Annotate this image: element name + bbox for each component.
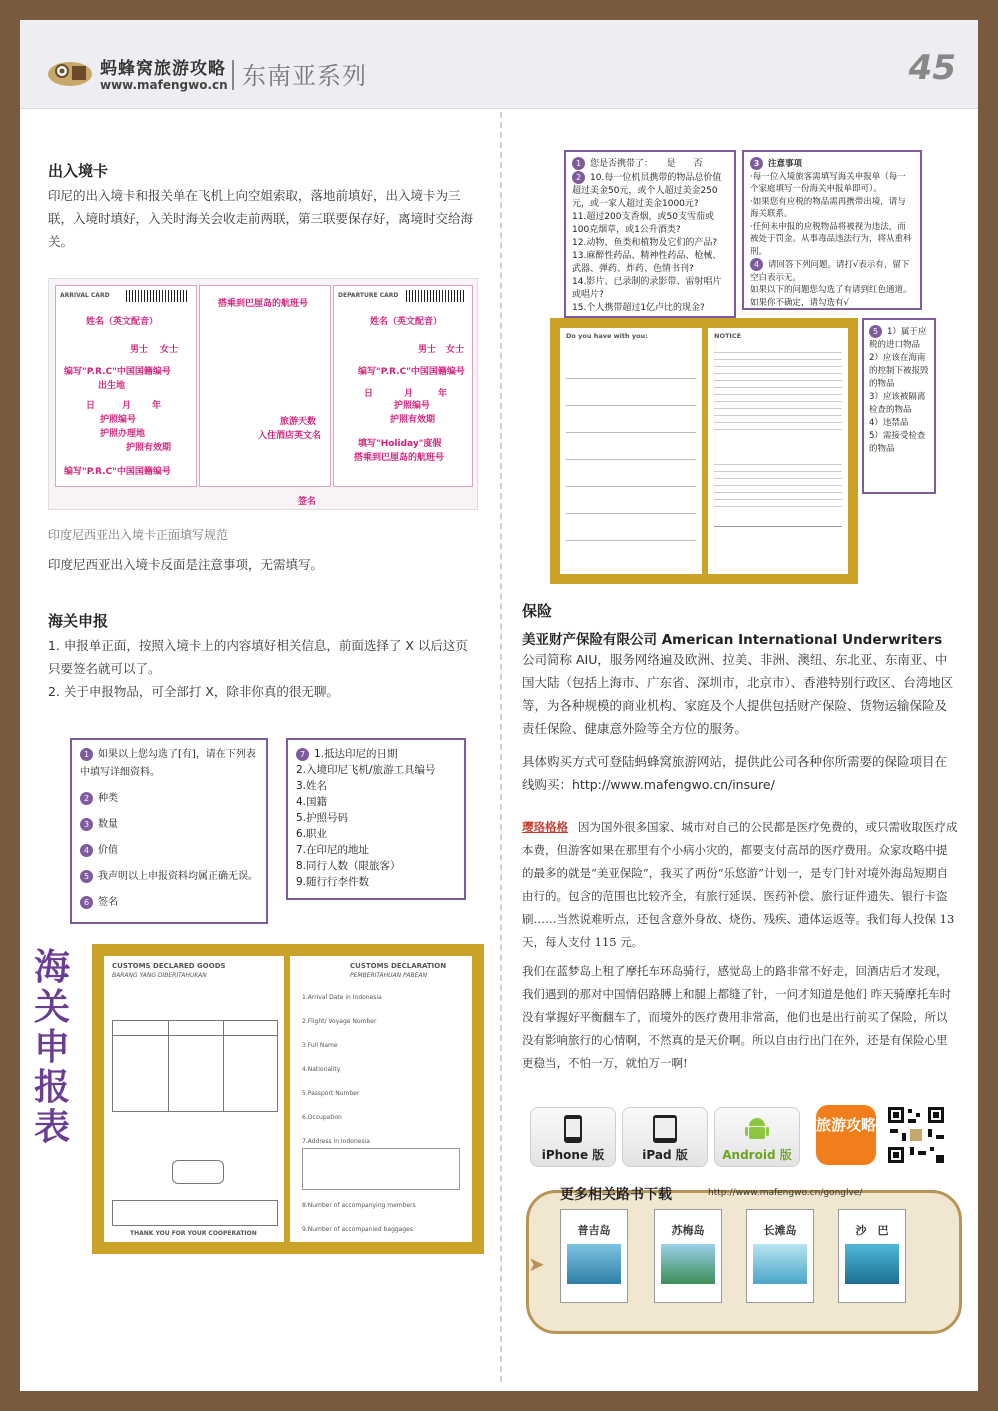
day-hint: 日 (86, 401, 96, 411)
arrow-icon: ➤ (528, 1252, 545, 1276)
callout-item: 13.麻醉性药品、精神性药品、枪械、武器、弹药、炸药、色情书刊? (572, 251, 722, 274)
month-hint: 月 (122, 401, 132, 411)
departure-card-panel (333, 285, 473, 487)
customs-instruction-2: 2. 关于申报物品，可全部打 X，除非你真的很无聊。 (48, 684, 339, 699)
arrival-card-panel (55, 285, 197, 487)
callout-item: 10.每一位机员携带的物品总价值超过美金50元，或个人超过美金250元，或一家人超过美金1000元? (572, 173, 722, 209)
female-hint: 女士 (446, 345, 465, 355)
callout-item: 3）应该被隔离检查的物品 (869, 392, 926, 415)
hotel-hint: 入住酒店英文名 (258, 431, 322, 441)
callout-item: 如果以上您勾选了[有]，请在下列表中填写详细资料。 (80, 749, 256, 778)
page-header (20, 20, 978, 109)
entry-card-note: 印度尼西亚出入境卡反面是注意事项，无需填写。 (48, 557, 324, 572)
callout-item: 价值 (98, 845, 118, 856)
callout-item: 2）应该在海南的控制下被报毁的物品 (869, 353, 929, 389)
ipad-icon (652, 1114, 678, 1144)
entry-card-heading: 出入境卡 (48, 162, 109, 180)
customs-use-box (112, 1200, 278, 1226)
callout-item: 如果你不确定，请勾选有√ (750, 297, 849, 308)
form-field: 7.Address in Indonesia (302, 1138, 370, 1145)
nationality-hint: 编写"P.R.C"中国国籍编号 (64, 367, 171, 377)
guidebook-boracay[interactable] (746, 1209, 814, 1303)
callout-item: 14.影片、已录制的录影带、雷射唱片或唱片? (572, 277, 722, 300)
callout-item: 11.超过200支香烟，或50支雪茄或100克烟草，或1公升酒类? (572, 212, 714, 235)
nationality-hint: 编写"P.R.C"中国国籍编号 (358, 367, 465, 377)
callout-item: 数量 (98, 819, 118, 830)
series-title: 东南亚系列 (242, 62, 367, 90)
form-title: CUSTOMS DECLARATION (350, 962, 447, 970)
name-hint: 姓名（英文配音） (86, 317, 159, 327)
customs-back-form-image (550, 318, 858, 584)
callout-item: 8.同行人数（限旅客） (296, 860, 401, 872)
form-field: 8.Number of accompanying members (302, 1202, 416, 1209)
stay-days-hint: 旅游天数 (280, 417, 317, 427)
android-icon (744, 1114, 770, 1144)
customs-declaration-page (290, 956, 472, 1242)
customs-categories-callout: 5 1）属于应税的进口物品 2）应该在海南的控制下被报毁的物品 3）应该被隔离检查的物品 4）违禁品 5）需接受检查的物品 (862, 318, 936, 494)
qr-code-icon (886, 1105, 946, 1165)
guidebook-phuket[interactable] (560, 1209, 628, 1303)
callout-item: 9.随行行李件数 (296, 876, 370, 888)
female-hint: 女士 (160, 345, 179, 355)
year-hint: 年 (438, 389, 448, 399)
middle-card-panel (199, 285, 331, 507)
ipad-app-button[interactable] (622, 1107, 708, 1167)
departure-card-label: DEPARTURE CARD (338, 292, 399, 299)
barcode (406, 290, 466, 302)
brand-name: 蚂蜂窝旅游攻略 (100, 59, 226, 79)
insurance-company: 美亚财产保险有限公司 American International Underwriters (522, 632, 943, 648)
form-field: 4.Nationality (302, 1066, 341, 1073)
form-title: CUSTOMS DECLARED GOODS (112, 962, 226, 970)
form-field: 1.Arrival Date in Indonesia (302, 994, 382, 1001)
barcode (126, 290, 188, 302)
guidebook-title: 沙 巴 (855, 1224, 889, 1237)
customs-declaration-callout: 7 1.抵达印尼的日期 2.入境印尼飞机/旅游工具编号 3.姓名 4.国籍 5.护照号码 6.职业 7.在印尼的地址 8.同行人数（限旅客） 9.随行行李件数 (286, 738, 466, 900)
name-hint: 姓名（英文配音） (370, 317, 443, 327)
callout-item: 5）需接受检查的物品 (869, 431, 926, 454)
customs-form-image (92, 944, 484, 1254)
quote-author: 璎珞格格 (522, 820, 568, 834)
callout-item: 签名 (98, 897, 118, 908)
callout-item: 1）属于应税的进口物品 (869, 327, 927, 350)
expiry-hint: 护照有效期 (390, 415, 436, 425)
form-field: 6.Occupation (302, 1114, 342, 1121)
guidebook-cover-image (661, 1244, 715, 1284)
iphone-icon (563, 1114, 583, 1144)
callout-item: 12.动物、鱼类和植物及它们的产品? (572, 238, 718, 248)
column-divider (500, 112, 502, 1382)
month-hint: 月 (404, 389, 414, 399)
callout-item: ·任何未申报的应税物品将被视为违法，而被处于罚金。从事毒品违法行为，将从重科刑。 (750, 221, 912, 257)
address-box (302, 1148, 460, 1190)
downloads-title: 更多相关路书下载 (560, 1187, 672, 1203)
form-field: 2.Flight/ Voyage Number (302, 1018, 377, 1025)
birthplace-hint: 出生地 (98, 381, 126, 391)
flight-no-hint-2: 搭乘到巴厘岛的航班号 (354, 453, 445, 463)
callout-item: 注意事项 (768, 159, 803, 169)
passport-hint: 护照编号 (100, 415, 137, 425)
guidebook-sabah[interactable] (838, 1209, 906, 1303)
page (20, 20, 978, 1391)
android-label: Android 版 (722, 1148, 792, 1162)
holiday-hint: 填写"Holiday"度假 (358, 439, 442, 449)
form-notice-page: NOTICE (708, 328, 848, 574)
traveler-quote-1 (522, 816, 958, 954)
callout-item: 4）违禁品 (869, 418, 909, 428)
insurance-description: 公司简称 AIU，服务网络遍及欧洲、拉美、非洲、澳纽、东北亚、东南亚、中国大陆（包括上海市、广东省、深圳市，北京市）、香港特别行政区、台湾地区等，为各种规模的商业机构、家庭及个人提供包括财产保险、货物运输保险及责任保险、健康意外险等全方位的服务。 (522, 652, 954, 736)
form-footer: THANK YOU FOR YOUR COOPERATION (130, 1230, 257, 1237)
year-hint: 年 (152, 401, 162, 411)
customs-instruction-1: 1. 申报单正面，按照入境卡上的内容填好相关信息，前面选择了 X 以后这页只要签名就可以了。 (48, 638, 468, 676)
flight-no-hint: 搭乘到巴厘岛的航班号 (218, 299, 309, 309)
customs-goods-page (104, 956, 284, 1242)
iphone-app-button[interactable] (530, 1107, 616, 1167)
callout-item: 请回答下列问题。请打√表示有，留下空白表示无。 (750, 260, 910, 283)
form-subtitle: PEMBERITAHUAN PABEAN (350, 972, 427, 979)
traveler-quote-2: 我们在蓝梦岛上租了摩托车环岛骑行，感觉岛上的路非常不好走，回酒店后才发现，我们遇到的那对中国情侣路膊上和腿上都缝了针，一问才知道是他们 昨天骑摩托车时没有掌握好平衡翻车了，而境外的医疗费用非常高，他们也是出行前买了保险，所以没有影响旅行的心情啊，不然真的是天价啊。所以自由行出门在外，还是有保险心里更稳当，不怕一万，就怕万一啊! (522, 964, 952, 1070)
form-questions-page: Do you have with you: (560, 328, 702, 574)
form-field: 5.Passport Number (302, 1090, 360, 1097)
passport-hint: 护照编号 (394, 401, 431, 411)
customs-questions-callout: 1 您是否携带了： 是 否 2 10.每一位机员携带的物品总价值超过美金50元，或个人超过美金250元，或一家人超过美金1000元? 11.超过200支香烟，或50支雪茄或100克烟草，或1公升酒类? 12.动物、鱼类和植物及它们的产品? 13.麻醉性药品、精神性药品、枪械、武器、弹药、炸药、色情书刊? 14.影片、已录制的录影带、雷射唱片或唱片? 15.个人携带超过1亿卢比的现金? (564, 150, 736, 318)
mafengwo-logo-icon (46, 56, 94, 88)
callout-item: ·每一位入境旅客需填写海关申报单（每一个家庭填写一份海关申报单即可）。 (750, 171, 906, 194)
guidebook-cover-image (845, 1244, 899, 1284)
day-hint: 日 (364, 389, 374, 399)
signature-box (172, 1160, 224, 1184)
male-hint: 男士 (130, 345, 149, 355)
callout-item: 您是否携带了： 是 否 (590, 159, 703, 169)
callout-item: 2.入境印尼飞机/旅游工具编号 (296, 764, 436, 776)
callout-item: 如果以下的问题您勾选了有请到红色通道。 (750, 285, 912, 295)
callout-item: 1.抵达印尼的日期 (314, 748, 398, 760)
form-subtitle: BARANG YANG DIBERITAHUKAN (112, 972, 207, 979)
form-field: 9.Number of accompanied baggages (302, 1226, 413, 1233)
entry-card-form-image (48, 278, 478, 510)
page-number: 45 (908, 48, 956, 88)
insurance-purchase-info: 具体购买方式可登陆蚂蜂窝旅游网站，提供此公司各种你所需要的保险项目在线购买：http://www.mafengwo.cn/insure/ (522, 754, 948, 792)
entry-card-text: 印尼的出入境卡和报关单在飞机上向空姐索取，落地前填好，出入境卡为三联，入境时填好，入关时海关会收走前两联，第三联要保存好，离境时交给海关。 (48, 188, 474, 249)
callout-item: 5.护照号码 (296, 812, 349, 824)
male-hint: 男士 (418, 345, 437, 355)
insurance-heading: 保险 (522, 602, 553, 620)
app-logo-icon[interactable]: 旅游攻略 (816, 1105, 876, 1165)
form-field: 3.Full Name (302, 1042, 338, 1049)
customs-goods-callout: 1 如果以上您勾选了[有]，请在下列表中填写详细资料。 2 种类 3 数量 4 价值 5 我声明以上申报资料均属正确无误。 6 签名 (70, 738, 268, 924)
header-separator (232, 60, 234, 90)
arrival-card-label: ARRIVAL CARD (60, 292, 110, 299)
guidebook-koh-samui[interactable] (654, 1209, 722, 1303)
callout-item: 我声明以上申报资料均属正确无误。 (98, 871, 258, 882)
callout-item: 4.国籍 (296, 796, 328, 808)
entry-card-caption: 印度尼西亚出入境卡正面填写规范 (48, 528, 229, 542)
callout-item: 6.职业 (296, 828, 328, 840)
brand-url: www.mafengwo.cn (100, 78, 228, 92)
callout-item: 3.姓名 (296, 780, 328, 792)
nationality-hint-2: 编写"P.R.C"中国国籍编号 (64, 467, 171, 477)
guidebook-cover-image (567, 1244, 621, 1284)
customs-form-vertical-title: 海关申报表 (33, 947, 70, 1148)
guidebook-title: 普吉岛 (577, 1224, 611, 1237)
iphone-label: iPhone 版 (541, 1148, 605, 1162)
callout-item: 种类 (98, 793, 118, 804)
callout-item: 7.在印尼的地址 (296, 844, 370, 856)
customs-notes-callout: 3 注意事项 ·每一位入境旅客需填写海关申报单（每一个家庭填写一份海关申报单即可）。 ·如果您有应税的物品需再携带出境，请与海关联系。 ·任何未申报的应税物品将被视为违法，而被处于罚金。从事毒品违法行为，将从重科刑。 4 请回答下列问题。请打√表示有，留下空白表示无。 如果以下的问题您勾选了有请到红色通道。 如果你不确定，请勾选有√ (742, 150, 922, 310)
issue-place-hint: 护照办理地 (100, 429, 146, 439)
guidebook-title: 苏梅岛 (671, 1224, 705, 1237)
android-app-button[interactable] (714, 1107, 800, 1167)
signature-hint: 签名 (298, 497, 317, 507)
guidebook-title: 长滩岛 (763, 1224, 797, 1237)
expiry-hint: 护照有效期 (126, 443, 172, 453)
guidebook-cover-image (753, 1244, 807, 1284)
downloads-url[interactable]: http://www.mafengwo.cn/gonglve/ (708, 1188, 863, 1198)
ipad-label: iPad 版 (642, 1148, 688, 1162)
callout-item: ·如果您有应税的物品需再携带出境，请与海关联系。 (750, 196, 906, 219)
customs-heading: 海关申报 (48, 612, 109, 630)
goods-table (112, 1020, 278, 1112)
quote-text: 因为国外很多国家、城市对自己的公民都是医疗免费的，或只需收取医疗成本费，但游客如果在那里有个小病小灾的，都要支付高昂的医疗费用。众家攻略中提的最多的就是“美亚保险”，我买了两份“乐悠游”计划一，是专门针对境外海岛短期自由行的。包含的范围也比较齐全，有旅行延误、医药补偿、旅行证件遗失、银行卡盗刷……当然说难听点，还包含意外身故、烧伤、残疾、遗体运返等。我们每人投保 13 天，每人支付 115 元。 (522, 820, 958, 949)
callout-item: 15.个人携带超过1亿卢比的现金? (572, 303, 705, 313)
